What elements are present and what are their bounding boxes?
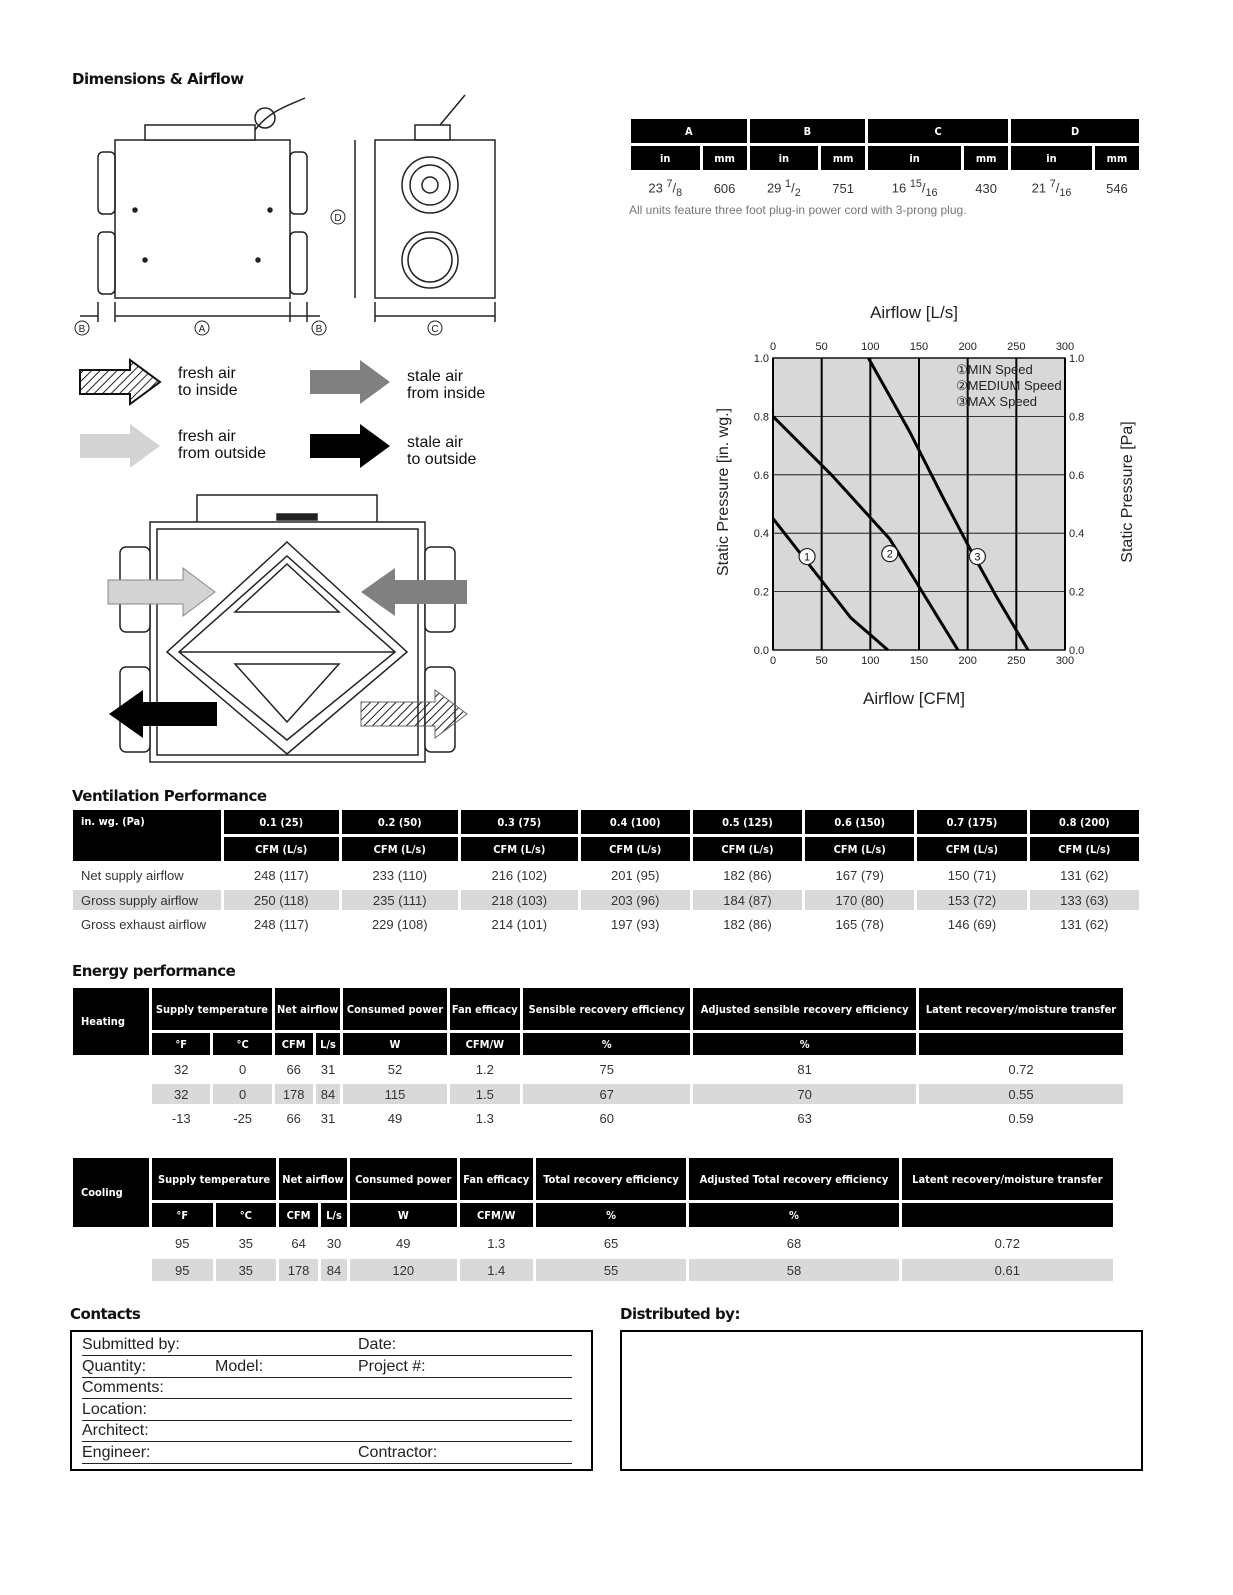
top-tick-label: 300 xyxy=(1055,341,1075,353)
heating-header: Adjusted sensible recovery efficiency xyxy=(693,988,916,1030)
fresh-from-outside-arrow xyxy=(80,424,160,468)
top-tick-label: 250 xyxy=(1007,341,1026,353)
table-cell: 131 (62) xyxy=(1060,868,1109,883)
ventilation-title: Ventilation Performance xyxy=(72,787,267,805)
dim-label-b-left: B xyxy=(78,324,86,335)
pressure-header: 0.4 (100) xyxy=(581,810,690,834)
table-cell: 184 (87) xyxy=(693,890,802,910)
dim-a-mm: 606 xyxy=(713,180,736,196)
front-view xyxy=(80,98,320,322)
unit-header: CFM (L/s) xyxy=(461,837,578,861)
dim-header-c: C xyxy=(868,119,1008,143)
table-cell: 58 xyxy=(689,1259,898,1281)
x-tick-label: 300 xyxy=(1055,655,1075,667)
pressure-header: 0.5 (125) xyxy=(693,810,802,834)
table-cell: 70 xyxy=(693,1084,916,1104)
y2-tick-label: 0.6 xyxy=(1069,469,1085,482)
heating-unit: % xyxy=(693,1033,916,1055)
table-cell: 30 xyxy=(326,1235,342,1251)
x-tick-label: 200 xyxy=(958,655,977,667)
table-cell: -13 xyxy=(171,1111,191,1126)
pressure-header: 0.1 (25) xyxy=(224,810,339,834)
legend-stale-inside: stale air from inside xyxy=(407,368,486,402)
table-cell: 68 xyxy=(786,1235,802,1251)
y2-tick-label: 0.2 xyxy=(1069,586,1085,599)
y2-tick-label: 1.0 xyxy=(1069,353,1085,365)
table-cell: 229 (108) xyxy=(371,917,428,932)
dimensions-drawing xyxy=(70,90,510,340)
table-cell: 67 xyxy=(523,1084,690,1104)
table-cell: 165 (78) xyxy=(835,917,884,932)
table-cell: 115 xyxy=(343,1084,446,1104)
table-cell: 0.61 xyxy=(902,1259,1113,1281)
cooling-header: Supply temperature xyxy=(152,1158,276,1200)
cooling-header: Latent recovery/moisture transfer xyxy=(902,1158,1113,1200)
fresh-to-inside-arrow xyxy=(80,360,160,404)
dim-c-in: 16 $^{15}/_{16}$ xyxy=(891,177,938,199)
cooling-header: Fan efficacy xyxy=(460,1158,533,1200)
stale-to-outside-arrow xyxy=(310,424,390,468)
dim-label-d: D xyxy=(334,213,342,224)
cooling-unit: °C xyxy=(216,1203,277,1227)
x-tick-label: 100 xyxy=(861,655,880,667)
unit-header: CFM (L/s) xyxy=(342,837,459,861)
contact-row xyxy=(82,1358,572,1378)
dim-unit: in xyxy=(868,146,961,170)
table-cell: 84 xyxy=(316,1084,341,1104)
table-cell: 150 (71) xyxy=(947,868,997,883)
table-cell: 203 (96) xyxy=(581,890,690,910)
top-tick-label: 150 xyxy=(909,341,929,353)
power-cord-note: All units feature three foot plug-in power cord with 3-prong plug. xyxy=(629,203,967,217)
y2-tick-label: 0.4 xyxy=(1069,528,1085,541)
x-tick-label: 250 xyxy=(1007,655,1026,667)
cooling-unit: L/s xyxy=(321,1203,347,1227)
distributed-by-box[interactable] xyxy=(620,1330,1143,1471)
engineer-field[interactable]: Engineer: xyxy=(82,1444,151,1461)
dim-unit: mm xyxy=(1095,146,1139,170)
table-cell: 197 (93) xyxy=(610,917,660,932)
table-cell: 1.4 xyxy=(460,1259,533,1281)
unit-cutaway-diagram xyxy=(105,492,470,782)
table-cell: 95 xyxy=(175,1235,190,1251)
top-tick-label: 0 xyxy=(769,341,777,353)
y-tick-label: 0.6 xyxy=(753,469,769,482)
cooling-header: Adjusted Total recovery efficiency xyxy=(689,1158,898,1200)
table-cell: 0.59 xyxy=(1008,1111,1034,1126)
table-row xyxy=(73,864,1139,887)
heating-header: Sensible recovery efficiency xyxy=(523,988,690,1030)
heating-header: Fan efficacy xyxy=(450,988,521,1030)
cooling-unit: W xyxy=(350,1203,457,1227)
series-marker-label: 1 xyxy=(804,551,811,564)
table-cell: 49 xyxy=(387,1111,403,1126)
heating-unit: % xyxy=(523,1033,690,1055)
x-tick-label: 150 xyxy=(909,655,929,667)
project-field[interactable]: Project #: xyxy=(358,1358,426,1375)
table-cell: 63 xyxy=(797,1111,812,1126)
cooling-table xyxy=(70,1155,1116,1284)
top-tick-label: 100 xyxy=(861,341,880,353)
x-tick-label: 50 xyxy=(815,655,828,667)
distributed-title: Distributed by: xyxy=(620,1305,740,1323)
table-cell: 0.55 xyxy=(919,1084,1123,1104)
top-tick-label: 200 xyxy=(958,341,977,353)
dim-b-mm: 751 xyxy=(832,180,854,196)
table-row xyxy=(73,1107,1123,1130)
heating-unit: °C xyxy=(213,1033,271,1055)
legend-fresh-outside: fresh air from outside xyxy=(178,428,267,462)
row-label: Gross exhaust airflow xyxy=(81,917,206,932)
cooling-unit: °F xyxy=(152,1203,213,1227)
cooling-unit: CFM xyxy=(279,1203,318,1227)
table-cell: 235 (111) xyxy=(342,890,459,910)
ventilation-head-label: in. wg. (Pa) xyxy=(73,810,221,861)
dim-b-in: 29 $^1/_2$ xyxy=(766,177,801,199)
table-cell: 248 (117) xyxy=(253,868,309,883)
unit-header: CFM (L/s) xyxy=(917,837,1026,861)
dim-unit: mm xyxy=(964,146,1008,170)
dim-d-in: 21 $^7/_{16}$ xyxy=(1031,177,1072,199)
table-cell: 1.5 xyxy=(450,1084,521,1104)
heating-unit: CFM/W xyxy=(450,1033,521,1055)
unit-header: CFM (L/s) xyxy=(1030,837,1139,861)
table-cell: 66 xyxy=(286,1062,301,1077)
table-cell: 35 xyxy=(238,1235,254,1251)
dim-unit: mm xyxy=(703,146,747,170)
submitted-by-field[interactable]: Submitted by: xyxy=(82,1336,180,1353)
table-cell: 0 xyxy=(213,1084,271,1104)
unit-header: CFM (L/s) xyxy=(581,837,690,861)
table-cell: 49 xyxy=(396,1235,411,1251)
chart-legend-max: ③MAX Speed xyxy=(956,394,1038,409)
chart-y2-axis-label: Static Pressure [Pa] xyxy=(1119,421,1136,563)
table-cell: 81 xyxy=(797,1062,812,1077)
side-view xyxy=(355,95,495,322)
dim-unit: in xyxy=(1011,146,1092,170)
chart-legend-medium: ②MEDIUM Speed xyxy=(956,378,1062,393)
chart-x-axis-label: Airflow [CFM] xyxy=(863,689,965,708)
chart-top-axis-label: Airflow [L/s] xyxy=(870,303,958,322)
cooling-label: Cooling xyxy=(73,1158,149,1227)
contractor-field[interactable]: Contractor: xyxy=(358,1444,438,1461)
heating-header: Net airflow xyxy=(275,988,341,1030)
dimensions-title: Dimensions & Airflow xyxy=(72,70,244,88)
heating-unit: CFM xyxy=(275,1033,313,1055)
table-cell: 201 (95) xyxy=(610,868,660,883)
top-tick-label: 50 xyxy=(815,341,828,353)
dim-label-c: C xyxy=(431,324,439,335)
table-cell: 66 xyxy=(286,1111,301,1126)
table-cell: 31 xyxy=(320,1111,336,1126)
dimension-table xyxy=(628,116,1142,206)
table-row xyxy=(73,1259,1113,1281)
dim-unit: in xyxy=(750,146,819,170)
table-cell: 52 xyxy=(387,1062,403,1077)
cooling-unit xyxy=(902,1203,1113,1227)
table-cell: 131 (62) xyxy=(1060,917,1109,932)
dim-unit: mm xyxy=(821,146,865,170)
table-row xyxy=(73,890,1139,910)
cooling-unit: % xyxy=(536,1203,687,1227)
table-cell: 233 (110) xyxy=(372,868,428,883)
cooling-unit: CFM/W xyxy=(460,1203,533,1227)
stale-from-inside-arrow xyxy=(310,360,390,404)
table-cell: 153 (72) xyxy=(917,890,1026,910)
table-cell: 95 xyxy=(152,1259,213,1281)
table-cell: 182 (86) xyxy=(723,868,772,883)
heating-header: Consumed power xyxy=(343,988,446,1030)
pressure-header: 0.3 (75) xyxy=(461,810,578,834)
heating-unit: W xyxy=(343,1033,446,1055)
airflow-chart xyxy=(700,298,1150,718)
table-cell: 248 (117) xyxy=(253,917,309,932)
table-cell: 167 (79) xyxy=(835,868,884,883)
model-field[interactable]: Model: xyxy=(215,1358,264,1375)
unit-header: CFM (L/s) xyxy=(805,837,914,861)
table-cell: 216 (102) xyxy=(491,868,548,883)
table-cell: 218 (103) xyxy=(461,890,578,910)
pressure-header: 0.6 (150) xyxy=(805,810,914,834)
legend-stale-outside: stale air to outside xyxy=(407,434,477,468)
table-row xyxy=(73,1230,1113,1256)
date-field[interactable]: Date: xyxy=(358,1336,397,1353)
table-row xyxy=(73,913,1139,936)
table-cell: 0 xyxy=(239,1062,247,1077)
table-cell: 170 (80) xyxy=(805,890,914,910)
series-marker-label: 3 xyxy=(974,551,981,564)
y2-tick-label: 0.0 xyxy=(1069,645,1085,657)
table-cell: 178 xyxy=(279,1259,318,1281)
cooling-header: Total recovery efficiency xyxy=(536,1158,687,1200)
cooling-header: Net airflow xyxy=(279,1158,347,1200)
dim-label-a: A xyxy=(198,324,206,335)
dim-header-d: D xyxy=(1011,119,1139,143)
table-row xyxy=(73,1084,1123,1104)
table-cell: 182 (86) xyxy=(723,917,772,932)
table-cell: 1.3 xyxy=(487,1235,506,1251)
table-cell: 31 xyxy=(320,1062,336,1077)
row-label: Gross supply airflow xyxy=(73,890,221,910)
series-marker-label: 2 xyxy=(886,548,893,561)
heating-unit xyxy=(919,1033,1123,1055)
table-cell: 75 xyxy=(599,1062,614,1077)
y2-tick-label: 0.8 xyxy=(1069,411,1085,424)
table-cell: 84 xyxy=(321,1259,347,1281)
table-cell: 0.72 xyxy=(994,1235,1020,1251)
y-tick-label: 0.0 xyxy=(753,645,769,657)
table-cell: 1.2 xyxy=(475,1062,494,1077)
contact-row xyxy=(82,1444,572,1464)
contacts-form xyxy=(70,1330,593,1471)
y-tick-label: 0.4 xyxy=(753,528,769,541)
unit-header: CFM (L/s) xyxy=(224,837,339,861)
heating-header: Supply temperature xyxy=(152,988,272,1030)
dim-c-mm: 430 xyxy=(975,180,997,196)
table-cell: 64 xyxy=(291,1235,306,1251)
contacts-title: Contacts xyxy=(70,1305,141,1323)
chart-y-axis-label: Static Pressure [in. wg.] xyxy=(715,407,732,577)
heating-unit: L/s xyxy=(316,1033,341,1055)
table-cell: 133 (63) xyxy=(1030,890,1139,910)
cooling-header: Consumed power xyxy=(350,1158,457,1200)
table-cell: 60 xyxy=(599,1111,614,1126)
dim-header-b: B xyxy=(750,119,866,143)
pressure-header: 0.2 (50) xyxy=(342,810,459,834)
table-cell: 0.72 xyxy=(1008,1062,1034,1077)
table-cell: 146 (69) xyxy=(947,917,997,932)
table-cell: 35 xyxy=(216,1259,277,1281)
energy-title: Energy performance xyxy=(72,962,236,980)
dim-unit: in xyxy=(631,146,700,170)
table-cell: 214 (101) xyxy=(491,917,548,932)
x-tick-label: 0 xyxy=(769,655,777,667)
table-row xyxy=(73,1058,1123,1081)
comments-field[interactable]: Comments: xyxy=(82,1379,572,1399)
y-tick-label: 1.0 xyxy=(753,353,769,365)
cooling-unit: % xyxy=(689,1203,898,1227)
table-cell: 120 xyxy=(350,1259,457,1281)
table-cell: 32 xyxy=(173,1062,189,1077)
dim-a-in: 23 $^7/_8$ xyxy=(648,177,683,199)
heating-label: Heating xyxy=(73,988,149,1055)
pressure-header: 0.7 (175) xyxy=(917,810,1026,834)
contact-row xyxy=(82,1336,572,1356)
y-tick-label: 0.8 xyxy=(753,411,769,424)
dim-label-b-right: B xyxy=(315,324,323,335)
dim-d-mm: 546 xyxy=(1106,180,1128,196)
heating-header: Latent recovery/moisture transfer xyxy=(919,988,1123,1030)
y-tick-label: 0.2 xyxy=(753,586,769,599)
table-cell: 32 xyxy=(152,1084,210,1104)
table-cell: 65 xyxy=(603,1235,619,1251)
table-cell: 1.3 xyxy=(475,1111,494,1126)
pressure-header: 0.8 (200) xyxy=(1030,810,1139,834)
heating-table xyxy=(70,985,1126,1133)
heating-unit: °F xyxy=(152,1033,210,1055)
row-label: Net supply airflow xyxy=(81,868,184,883)
table-cell: 250 (118) xyxy=(224,890,339,910)
legend-fresh-inside: fresh air to inside xyxy=(178,365,238,399)
architect-field[interactable]: Architect: xyxy=(82,1422,572,1442)
chart-legend-min: ①MIN Speed xyxy=(956,362,1033,377)
table-cell: 178 xyxy=(275,1084,313,1104)
table-cell: -25 xyxy=(233,1111,253,1126)
unit-header: CFM (L/s) xyxy=(693,837,802,861)
quantity-field[interactable]: Quantity: xyxy=(82,1358,147,1375)
location-field[interactable]: Location: xyxy=(82,1401,572,1421)
ventilation-table xyxy=(70,807,1142,939)
table-cell: 55 xyxy=(536,1259,687,1281)
dim-header-a: A xyxy=(631,119,747,143)
